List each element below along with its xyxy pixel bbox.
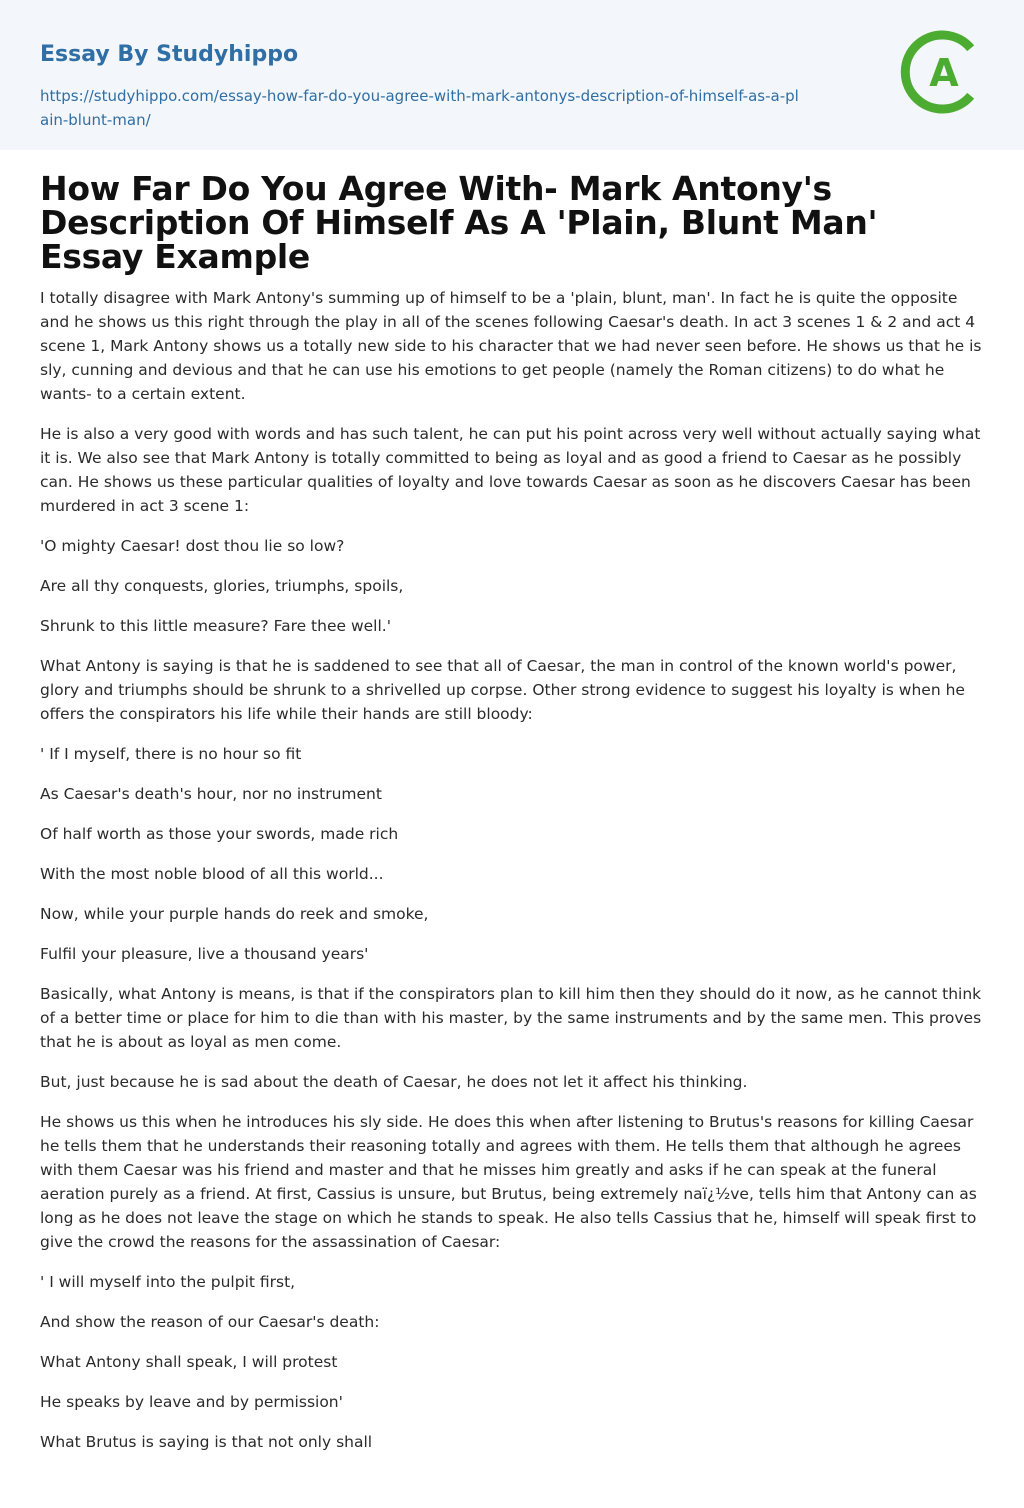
quote-line: Of half worth as those your swords, made rich bbox=[40, 825, 399, 843]
essay-body bbox=[40, 286, 984, 1454]
quote-line: Fulfil your pleasure, live a thousand years' bbox=[40, 945, 369, 963]
essay-paragraph: He is also a very good with words and has such talent, he can put his point across very well without actually saying what it is. We also see that Mark Antony is totally committed to being as loyal and as good a friend to Caesar as he possibly can. He shows us these particular qualities of loyalty and love towards Caesar as soon as he discovers Caesar has been murdered in act 3 scene 1: bbox=[40, 425, 981, 515]
essay-title: How Far Do You Agree With- Mark Antony's Description Of Himself As A 'Plain, Blunt Man' Essay Example bbox=[40, 169, 878, 276]
site-brand[interactable]: Essay By Studyhippo bbox=[40, 42, 299, 67]
essay-paragraph: He shows us this when he introduces his sly side. He does this when after listening to Brutus's reasons for killing Caesar he tells them that he understands their reasoning totally and agrees with them. He tells them that although he agrees with them Caesar was his friend and master and that he misses him greatly and asks if he can speak at the funeral aeration purely as a friend. At first, Cassius is unsure, but Brutus, being extremely naï¿½ve, tells him that Antony can as long as he does not leave the stage on which he stands to speak. He also tells Cassius that he, himself will speak first to give the crowd the reasons for the assassination of Caesar: bbox=[40, 1113, 977, 1251]
essay-content bbox=[0, 150, 1024, 1454]
quote-line: And show the reason of our Caesar's death: bbox=[40, 1313, 380, 1331]
quote-line: 'O mighty Caesar! dost thou lie so low? bbox=[40, 537, 345, 555]
quote-line: Are all thy conquests, glories, triumphs, spoils, bbox=[40, 577, 404, 595]
source-url-link[interactable]: https://studyhippo.com/essay-how-far-do-you-agree-with-mark-antonys-description-of-himself-as-a-plain-blunt-man/ bbox=[40, 87, 799, 129]
quote-line: Now, while your purple hands do reek and smoke, bbox=[40, 905, 429, 923]
quote-line: What Antony shall speak, I will protest bbox=[40, 1353, 338, 1371]
quote-line: As Caesar's death's hour, nor no instrument bbox=[40, 785, 382, 803]
essay-paragraph: What Brutus is saying is that not only shall bbox=[40, 1433, 373, 1451]
quote-line: Shrunk to this little measure? Fare thee well.' bbox=[40, 617, 391, 635]
quote-line: He speaks by leave and by permission' bbox=[40, 1393, 343, 1411]
essay-paragraph: Basically, what Antony is means, is that if the conspirators plan to kill him then they should do it now, as he cannot think of a better time or place for him to die than with his master, by the same instruments and by the same men. This proves that he is about as loyal as men come. bbox=[40, 985, 982, 1051]
essay-paragraph: What Antony is saying is that he is saddened to see that all of Caesar, the man in control of the known world's power, glory and triumphs should be shrunk to a shrivelled up corpse. Other strong evidence to suggest his loyalty is when he offers the conspirators his life while their hands are still bloody: bbox=[40, 657, 965, 723]
essay-paragraph: I totally disagree with Mark Antony's summing up of himself to be a 'plain, blunt, man'. In fact he is quite the opposite and he shows us this right through the play in all of the scenes following Caesar's death. In act 3 scenes 1 & 2 and act 4 scene 1, Mark Antony shows us a totally new side to his character that we had never seen before. He shows us that he is sly, cunning and devious and that he can use his emotions to get people (namely the Roman citizens) to do what he wants- to a certain extent. bbox=[40, 289, 982, 403]
site-header bbox=[0, 0, 1024, 150]
essay-paragraph: But, just because he is sad about the death of Caesar, he does not let it affect his thinking. bbox=[40, 1073, 748, 1091]
quote-line: ' I will myself into the pulpit first, bbox=[40, 1273, 296, 1291]
quote-line: ' If I myself, there is no hour so fit bbox=[40, 745, 302, 763]
quote-line: With the most noble blood of all this world... bbox=[40, 865, 384, 883]
logo-letter: A bbox=[929, 51, 959, 95]
studyhippo-logo-icon[interactable] bbox=[900, 29, 986, 115]
